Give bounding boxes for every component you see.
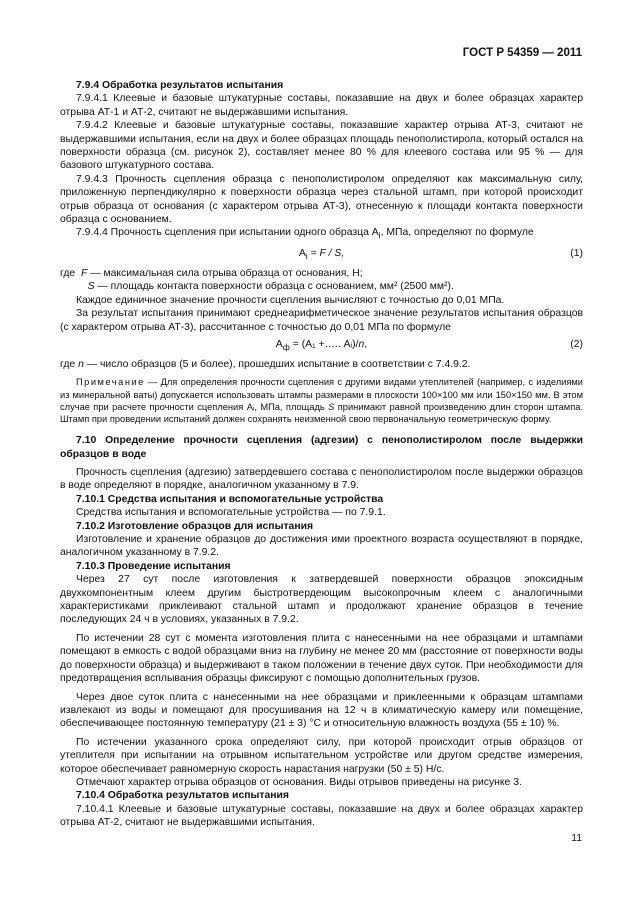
paragraph-7-10-2: Изготовление и хранение образцов до достижения ими проектного возраста осуществляют в порядке, аналогичном указанному в 7.9.2. — [60, 534, 583, 559]
heading-7-10-1: 7.10.1 Средства испытания и вспомогательные устройства — [76, 493, 384, 505]
definition-f: где F — максимальная сила отрыва образца от основания, Н; — [60, 267, 363, 279]
paragraph-7-9-4-3: 7.9.4.3 Прочность сцепления образца с пенополистиролом определяют как максимальную силу, приложенную перпендикулярно к поверхности образца через стальной штамп, при которой происходит отрыв образца от основания (с характером отрыва АТ-3), отнесенную к площади контакта поверхности образца с основанием. — [60, 173, 583, 226]
section-heading-7-10: 7.10 Определение прочности сцепления (адгезии) с пенополистиролом после выдержки образцов в воде — [60, 435, 583, 460]
heading-7-10-3: 7.10.3 Проведение испытания — [76, 560, 231, 572]
paragraph-7-9-4-1: 7.9.4.1 Клеевые и базовые штукатурные составы, показавшие на двух и более образцах характер отрыва АТ-1 и АТ-2, считают не выдержавшими испытания. — [60, 93, 583, 118]
note: Примечание — Для определения прочности сцепления с другими видами утеплителей (например, с изделиями из минеральной ваты) допускается использовать штампы размерами в плоскости 100×100 мм или 150×150 мм. В этом случае при расчете прочности сцепления Аᵢ, МПа, площадь S принимают равной произведению длин сторон штампа. Штамп при проведении испытаний должен сохранять неизменной свою первоначальную геометрическую форму. — [60, 377, 583, 424]
heading-7-10-2: 7.10.2 Изготовление образцов для испытания — [76, 520, 314, 532]
formula-2: $А_ф = (А_1$ +….. Аᵢ)/n, (2) — [275, 338, 583, 353]
definition-n: где n — число образцов (5 и более), прошедших испытание в соответствии с 7.4.9.2. — [60, 358, 471, 370]
paragraph-7-10-3-d: По истечении указанного срока определяют силу, при которой происходит отрыв образцов от утеплителя при испытании на отрывном испытательном устройстве или другом средстве измерения, которое обеспечивает равномерную скорость нарастания нагрузки (50 ± 5) Н/с. — [60, 736, 583, 775]
note-label: Примечание — [76, 377, 145, 388]
document-body — [60, 79, 583, 830]
heading-7-10-4: 7.10.4 Обработка результатов испытания — [76, 790, 289, 802]
formula-number: (1) — [570, 247, 583, 259]
paragraph-7-10-3-c: Через двое суток плита с нанесенными на нее образцами и приклеенными к образцам штампами извлекают из воды и помещают для просушивания на 12 ч в климатическую камеру или помещение, обеспечивающее постоянную температуру (21 ± 3) °С и относительную влажность воздуха (55 ± 10) %. — [60, 691, 583, 730]
page-number: 11 — [571, 833, 582, 844]
paragraph-precision: Каждое единичное значение прочности сцепления вычисляют с точностью до 0,01 МПа. — [76, 294, 505, 306]
standard-header: ГОСТ Р 54359 — 2011 — [462, 47, 582, 59]
formula-1: $А_i = F / S$, (1) — [298, 247, 583, 262]
paragraph-7-10-3-e: Отмечают характер отрыва образцов от основания. Виды отрывов приведены на рисунке 3. — [76, 776, 522, 788]
paragraph-7-9-4-2: 7.9.4.2 Клеевые и базовые штукатурные составы, показавшие характер отрыва АТ-3, считают не выдержавшими испытания, если на двух и более образцах площадь пенополистирола, который остался на поверхности образца (см. рисунок 2), составляет менее 80 % для клеевого состава или 95 % — для базового штукатурного состава. — [60, 120, 583, 172]
paragraph-7-10-1: Средства испытания и вспомогательные устройства — по 7.9.1. — [76, 507, 386, 519]
paragraph-result: За результат испытания принимают среднеарифметическое значение результатов испытания образцов (с характером отрыва АТ-3), рассчитанное с точностью до 0,01 МПа по формуле — [60, 308, 583, 333]
paragraph-7-10-4-1: 7.10.4.1 Клеевые и базовые штукатурные составы, показавшие на двух и более образцах характер отрыва АТ-2, считают не выдержавшими испытания. — [60, 803, 583, 829]
paragraph-7-10-intro: Прочность сцепления (адгезию) затвердевшего состава с пенополистиролом после выдержки образцов в воде определяют в порядке, аналогичном указанному в 7.9. — [60, 467, 583, 492]
definition-s: S — площадь контакта поверхности образца с основанием, мм² (2500 мм²). — [87, 281, 454, 293]
section-heading-7-9-4: 7.9.4 Обработка результатов испытания — [76, 80, 284, 91]
paragraph-7-9-4-4: 7.9.4.4 Прочность сцепления при испытании одного образца $А_i$, МПа, определяют по формуле — [76, 227, 534, 241]
paragraph-7-10-3-b: По истечении 28 сут с момента изготовления плита с нанесенными на нее образцами и штампами помещают в емкость с водой образцами вниз на глубину не менее 20 мм (расстояние от поверхности воды до поверхности образца) и выдерживают в таком положении в течение двух суток. При необходимости для предотвращения всплывания образцы фиксируют с помощью дополнительных грузов. — [60, 632, 583, 685]
formula-number: (2) — [570, 338, 583, 350]
paragraph-7-10-3-a: Через 27 сут после изготовления к затвердевшей поверхности образцов эпоксидным двухкомпонентным клеем другим быстротвердеющим высокопрочным клеем с аналогичными характеристиками приклеивают стальной штамп и продолжают хранение образцов в течение последующих 24 ч в условиях, указанных в 7.9.2. — [60, 574, 583, 626]
